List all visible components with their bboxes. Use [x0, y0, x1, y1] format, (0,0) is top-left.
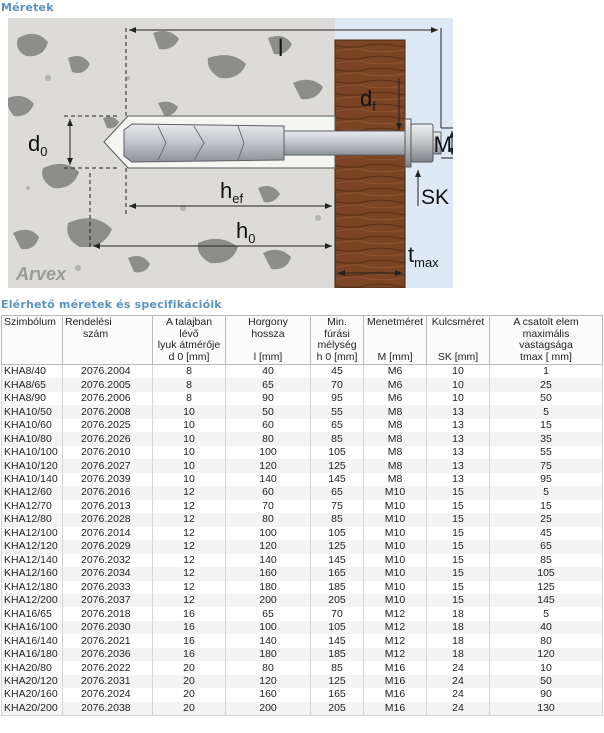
table-cell: 5 — [490, 486, 603, 499]
table-cell: 2076.2008 — [63, 405, 153, 418]
table-cell: 35 — [490, 432, 603, 445]
table-cell: 2076.2030 — [63, 621, 153, 634]
table-cell: KHA20/80 — [2, 661, 63, 674]
table-cell: 75 — [490, 459, 603, 472]
table-cell: 140 — [226, 634, 311, 647]
table-row — [2, 554, 603, 567]
table-cell: 24 — [427, 702, 490, 716]
table-cell: M8 — [364, 419, 427, 432]
table-cell: M10 — [364, 500, 427, 513]
table-cell: 13 — [427, 405, 490, 418]
table-cell: KHA12/120 — [2, 540, 63, 553]
table-cell: 125 — [311, 459, 364, 472]
table-cell: 10 — [153, 405, 226, 418]
table-cell: 2076.2004 — [63, 365, 153, 379]
table-cell: 65 — [226, 607, 311, 620]
table-cell: 145 — [311, 554, 364, 567]
table-cell: KHA12/180 — [2, 581, 63, 594]
table-cell: M10 — [364, 527, 427, 540]
col-max-thickness-header: A csatolt elem maximális vastagsága tmax [ mm] — [490, 316, 603, 365]
label-d0-sub: 0 — [40, 144, 48, 159]
table-cell: 2076.2037 — [63, 594, 153, 607]
table-cell: M16 — [364, 702, 427, 716]
table-cell: 15 — [427, 540, 490, 553]
table-cell: 13 — [427, 446, 490, 459]
table-cell: KHA20/160 — [2, 688, 63, 701]
table-cell: 200 — [226, 702, 311, 716]
table-cell: 10 — [427, 378, 490, 391]
table-cell: 20 — [153, 661, 226, 674]
table-row — [2, 527, 603, 540]
table-cell: 2076.2024 — [63, 688, 153, 701]
table-cell: 2076.2038 — [63, 702, 153, 716]
table-cell: M12 — [364, 621, 427, 634]
table-cell: 15 — [490, 500, 603, 513]
table-cell: 70 — [311, 378, 364, 391]
table-cell: 20 — [153, 675, 226, 688]
table-cell: 18 — [427, 648, 490, 661]
table-cell: KHA10/50 — [2, 405, 63, 418]
table-cell: 60 — [226, 486, 311, 499]
table-row — [2, 702, 603, 716]
table-cell: 15 — [427, 486, 490, 499]
table-row — [2, 540, 603, 553]
table-cell: 65 — [311, 486, 364, 499]
table-cell: 2076.2005 — [63, 378, 153, 391]
table-cell: 2076.2029 — [63, 540, 153, 553]
table-cell: 125 — [490, 581, 603, 594]
table-cell: 8 — [153, 392, 226, 405]
table-cell: M16 — [364, 688, 427, 701]
table-cell: 2076.2014 — [63, 527, 153, 540]
table-cell: 18 — [427, 607, 490, 620]
table-cell: 160 — [226, 688, 311, 701]
table-row — [2, 486, 603, 499]
table-cell: 165 — [311, 567, 364, 580]
table-row — [2, 446, 603, 459]
table-cell: 13 — [427, 432, 490, 445]
table-row — [2, 419, 603, 432]
col-anchor-length-header: Horgony hossza l [mm] — [226, 316, 311, 365]
table-cell: M16 — [364, 675, 427, 688]
table-row — [2, 634, 603, 647]
table-cell: M6 — [364, 378, 427, 391]
table-row — [2, 513, 603, 526]
table-cell: M10 — [364, 567, 427, 580]
table-cell: 2076.2026 — [63, 432, 153, 445]
table-cell: 12 — [153, 581, 226, 594]
table-cell: 15 — [490, 419, 603, 432]
col-order-number-header: Rendelési szám — [63, 316, 153, 365]
table-cell: 10 — [153, 432, 226, 445]
table-cell: 8 — [153, 365, 226, 379]
table-cell: 8 — [153, 378, 226, 391]
table-cell: 15 — [427, 500, 490, 513]
label-df: d — [360, 86, 373, 111]
table-cell: 13 — [427, 473, 490, 486]
table-cell: 45 — [490, 527, 603, 540]
table-cell: 18 — [427, 621, 490, 634]
table-cell: 24 — [427, 688, 490, 701]
table-row — [2, 675, 603, 688]
table-row — [2, 594, 603, 607]
table-cell: KHA8/40 — [2, 365, 63, 379]
table-cell: 60 — [226, 419, 311, 432]
table-cell: KHA10/60 — [2, 419, 63, 432]
table-cell: 90 — [490, 688, 603, 701]
table-cell: KHA12/200 — [2, 594, 63, 607]
nut — [411, 124, 433, 162]
table-row — [2, 567, 603, 580]
table-cell: 160 — [226, 567, 311, 580]
table-cell: 2076.2016 — [63, 486, 153, 499]
table-cell: 75 — [311, 500, 364, 513]
table-cell: 12 — [153, 540, 226, 553]
table-cell: 95 — [490, 473, 603, 486]
col-thread-size-header: Menetméret M [mm] — [364, 316, 427, 365]
table-cell: 55 — [490, 446, 603, 459]
table-cell: 25 — [490, 513, 603, 526]
table-cell: 18 — [427, 634, 490, 647]
table-cell: M6 — [364, 365, 427, 379]
col-wrench-size-header: Kulcsméret SK [mm] — [427, 316, 490, 365]
table-row — [2, 688, 603, 701]
table-cell: 65 — [226, 378, 311, 391]
table-cell: 55 — [311, 405, 364, 418]
table-cell: KHA16/140 — [2, 634, 63, 647]
label-hef-sub: ef — [232, 191, 244, 206]
arvex-logo: Arvex — [16, 264, 67, 284]
table-cell: M10 — [364, 554, 427, 567]
table-row — [2, 392, 603, 405]
table-header-row — [2, 316, 603, 365]
table-cell: 165 — [311, 688, 364, 701]
table-cell: 5 — [490, 405, 603, 418]
table-cell: 2076.2028 — [63, 513, 153, 526]
table-cell: 12 — [153, 554, 226, 567]
table-row — [2, 432, 603, 445]
table-cell: 120 — [226, 675, 311, 688]
dimensions-heading: Méretek — [1, 1, 54, 14]
table-cell: 2076.2033 — [63, 581, 153, 594]
label-tmax: t — [408, 242, 415, 267]
table-row — [2, 459, 603, 472]
table-cell: 50 — [490, 675, 603, 688]
table-cell: KHA20/120 — [2, 675, 63, 688]
table-cell: 5 — [490, 607, 603, 620]
table-cell: 2076.2034 — [63, 567, 153, 580]
table-cell: 105 — [490, 567, 603, 580]
label-tmax-sub: max — [414, 255, 439, 270]
table-cell: 20 — [153, 702, 226, 716]
table-cell: M10 — [364, 513, 427, 526]
table-cell: 40 — [490, 621, 603, 634]
anchor-dimension-diagram — [8, 18, 453, 288]
table-cell: 120 — [226, 540, 311, 553]
table-row — [2, 607, 603, 620]
table-cell: M16 — [364, 661, 427, 674]
table-cell: M8 — [364, 459, 427, 472]
table-cell: 2076.2036 — [63, 648, 153, 661]
col-hole-diameter-header: A talajban lévő lyuk átmérője d 0 [mm] — [153, 316, 226, 365]
table-cell: 20 — [153, 688, 226, 701]
table-cell: 16 — [153, 621, 226, 634]
table-row — [2, 661, 603, 674]
table-cell: 80 — [226, 661, 311, 674]
table-cell: 2076.2022 — [63, 661, 153, 674]
table-cell: 40 — [226, 365, 311, 379]
table-cell: 13 — [427, 419, 490, 432]
table-cell: 2076.2027 — [63, 459, 153, 472]
table-cell: 100 — [226, 446, 311, 459]
table-cell: 15 — [427, 513, 490, 526]
table-cell: 13 — [427, 459, 490, 472]
table-cell: KHA12/70 — [2, 500, 63, 513]
table-cell: 2076.2013 — [63, 500, 153, 513]
table-cell: 2076.2006 — [63, 392, 153, 405]
label-M: M — [433, 132, 452, 157]
table-cell: KHA10/140 — [2, 473, 63, 486]
table-cell: 205 — [311, 702, 364, 716]
table-cell: M10 — [364, 540, 427, 553]
table-cell: 10 — [427, 392, 490, 405]
table-cell: 2076.2018 — [63, 607, 153, 620]
table-cell: 10 — [490, 661, 603, 674]
table-cell: 105 — [311, 527, 364, 540]
table-cell: 80 — [226, 432, 311, 445]
table-cell: 120 — [490, 648, 603, 661]
table-cell: 140 — [226, 554, 311, 567]
table-cell: KHA20/200 — [2, 702, 63, 716]
label-df-sub: f — [372, 99, 376, 114]
table-cell: 15 — [427, 527, 490, 540]
table-cell: KHA8/65 — [2, 378, 63, 391]
table-cell: 145 — [311, 473, 364, 486]
table-cell: 85 — [490, 554, 603, 567]
table-cell: M8 — [364, 473, 427, 486]
table-cell: KHA16/180 — [2, 648, 63, 661]
table-cell: 2076.2031 — [63, 675, 153, 688]
table-cell: 2076.2032 — [63, 554, 153, 567]
table-cell: 15 — [427, 594, 490, 607]
table-cell: 12 — [153, 527, 226, 540]
table-cell: 145 — [490, 594, 603, 607]
table-cell: 15 — [427, 581, 490, 594]
table-cell: 100 — [226, 621, 311, 634]
table-cell: M8 — [364, 446, 427, 459]
table-cell: 50 — [490, 392, 603, 405]
table-cell: KHA12/60 — [2, 486, 63, 499]
table-cell: 180 — [226, 648, 311, 661]
specs-heading: Elérhető méretek és specifikációik — [1, 298, 222, 311]
table-cell: M6 — [364, 392, 427, 405]
table-cell: M12 — [364, 648, 427, 661]
table-cell: KHA12/140 — [2, 554, 63, 567]
table-cell: 95 — [311, 392, 364, 405]
table-cell: 100 — [226, 527, 311, 540]
table-cell: 2076.2021 — [63, 634, 153, 647]
table-cell: 185 — [311, 581, 364, 594]
table-cell: KHA12/100 — [2, 527, 63, 540]
label-hef: h — [220, 178, 233, 203]
table-cell: 80 — [226, 513, 311, 526]
label-l: l — [278, 35, 284, 62]
table-cell: M8 — [364, 405, 427, 418]
table-cell: M10 — [364, 486, 427, 499]
table-cell: KHA16/65 — [2, 607, 63, 620]
table-cell: M10 — [364, 581, 427, 594]
table-cell: KHA10/120 — [2, 459, 63, 472]
table-cell: KHA8/90 — [2, 392, 63, 405]
table-cell: KHA12/160 — [2, 567, 63, 580]
table-cell: 12 — [153, 567, 226, 580]
washer — [405, 119, 411, 167]
table-cell: 10 — [153, 473, 226, 486]
table-cell: 70 — [311, 607, 364, 620]
table-cell: KHA12/80 — [2, 513, 63, 526]
table-cell: 140 — [226, 473, 311, 486]
table-cell: 25 — [490, 378, 603, 391]
table-cell: 90 — [226, 392, 311, 405]
table-cell: 2076.2010 — [63, 446, 153, 459]
table-cell: M8 — [364, 432, 427, 445]
table-cell: 50 — [226, 405, 311, 418]
table-cell: 85 — [311, 513, 364, 526]
table-cell: 185 — [311, 648, 364, 661]
table-cell: 10 — [427, 365, 490, 379]
table-cell: 10 — [153, 459, 226, 472]
label-h0-sub: 0 — [248, 231, 256, 246]
bolt-shaft — [284, 131, 415, 155]
table-cell: 105 — [311, 621, 364, 634]
table-cell: 200 — [226, 594, 311, 607]
table-cell: M10 — [364, 594, 427, 607]
table-row — [2, 405, 603, 418]
table-cell: 45 — [311, 365, 364, 379]
table-cell: 16 — [153, 607, 226, 620]
table-cell: 145 — [311, 634, 364, 647]
table-cell: 24 — [427, 675, 490, 688]
table-row — [2, 621, 603, 634]
table-cell: M12 — [364, 607, 427, 620]
table-cell: KHA10/80 — [2, 432, 63, 445]
label-d0: d — [28, 131, 41, 156]
table-cell: 12 — [153, 486, 226, 499]
label-h0: h — [236, 218, 249, 243]
table-cell: 2076.2039 — [63, 473, 153, 486]
table-cell: 120 — [226, 459, 311, 472]
table-cell: KHA16/100 — [2, 621, 63, 634]
table-cell: 1 — [490, 365, 603, 379]
table-cell: 12 — [153, 500, 226, 513]
table-cell: 15 — [427, 554, 490, 567]
table-row — [2, 378, 603, 391]
table-row — [2, 581, 603, 594]
table-cell: 205 — [311, 594, 364, 607]
table-cell: 125 — [311, 675, 364, 688]
table-cell: 24 — [427, 661, 490, 674]
col-drill-depth-header: Min. fúrási mélység h 0 [mm] — [311, 316, 364, 365]
table-cell: 16 — [153, 648, 226, 661]
table-cell: 15 — [427, 567, 490, 580]
table-cell: 2076.2025 — [63, 419, 153, 432]
table-cell: 105 — [311, 446, 364, 459]
table-cell: KHA10/100 — [2, 446, 63, 459]
table-cell: 10 — [153, 419, 226, 432]
table-cell: 16 — [153, 634, 226, 647]
table-cell: 80 — [490, 634, 603, 647]
table-cell: 130 — [490, 702, 603, 716]
table-cell: M12 — [364, 634, 427, 647]
table-cell: 85 — [311, 432, 364, 445]
table-row — [2, 473, 603, 486]
table-cell: 12 — [153, 513, 226, 526]
table-cell: 180 — [226, 581, 311, 594]
col-symbol-header: Szimbólum — [2, 316, 63, 365]
table-cell: 10 — [153, 446, 226, 459]
table-row — [2, 365, 603, 379]
table-row — [2, 648, 603, 661]
specs-table — [1, 315, 603, 716]
table-cell: 65 — [311, 419, 364, 432]
table-cell: 70 — [226, 500, 311, 513]
wooden-plank — [335, 40, 405, 288]
label-SK: SK — [421, 186, 450, 209]
table-cell: 65 — [490, 540, 603, 553]
table-cell: 125 — [311, 540, 364, 553]
table-cell: 85 — [311, 661, 364, 674]
table-cell: 12 — [153, 594, 226, 607]
table-row — [2, 500, 603, 513]
